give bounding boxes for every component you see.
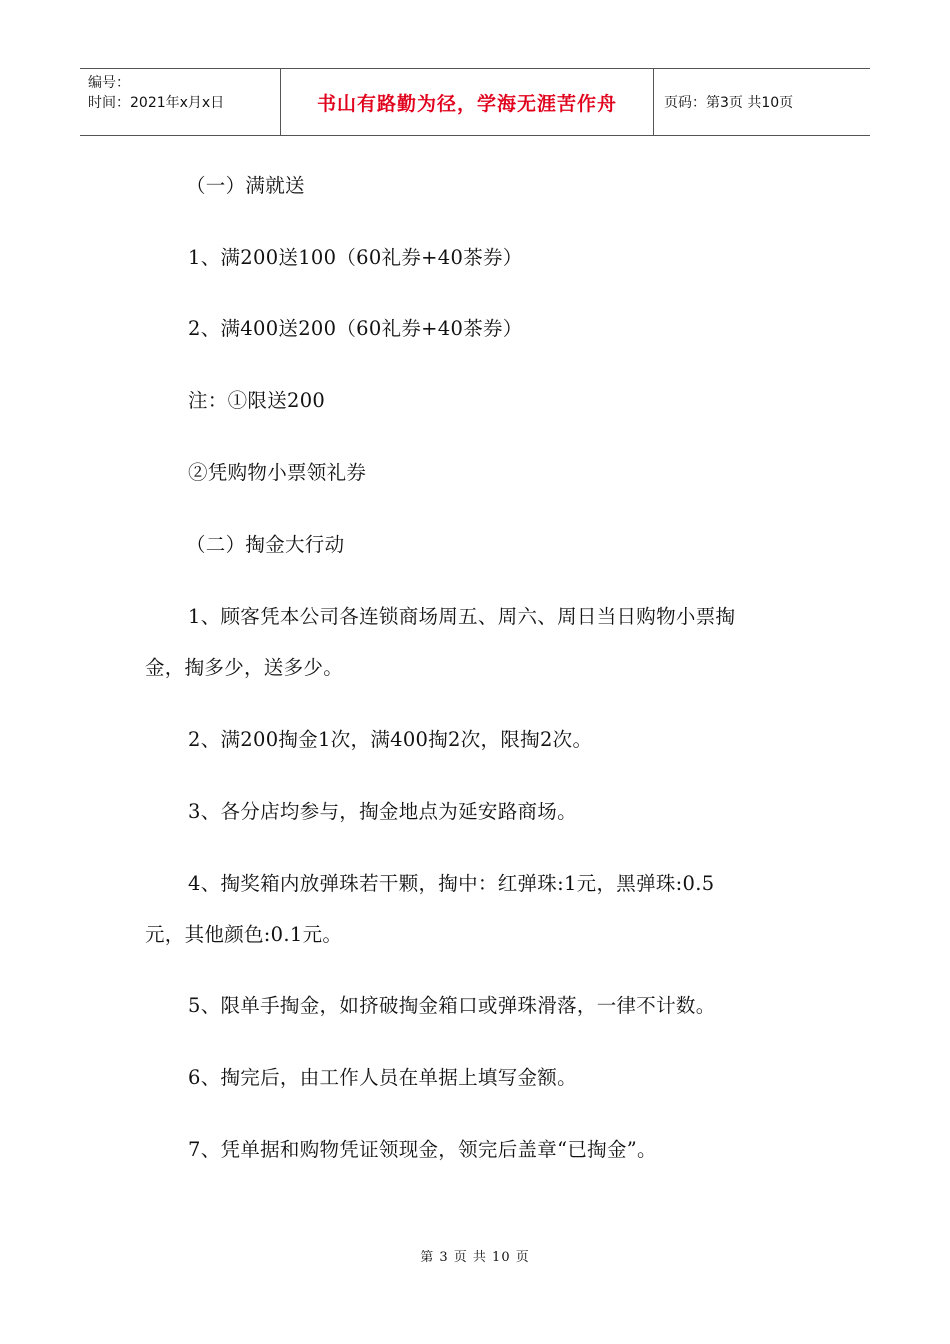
header-motto-cell	[281, 69, 654, 135]
document-time: 时间：2021年x月x日	[88, 95, 225, 111]
paragraph: 2、满200掏金1次，满400掏2次，限掏2次。	[188, 728, 593, 751]
paragraph: 注：①限送200	[188, 389, 326, 412]
paragraph: 6、掏完后，由工作人员在单据上填写金额。	[188, 1066, 577, 1089]
paragraph: 5、限单手掏金，如挤破掏金箱口或弹珠滑落，一律不计数。	[188, 994, 716, 1017]
header-meta	[80, 69, 281, 135]
section-heading: （一）满就送	[186, 174, 305, 197]
page-header	[80, 68, 870, 136]
paragraph-continuation: 元，其他颜色:0.1元。	[145, 923, 343, 946]
paragraph: 3、各分店均参与，掏金地点为延安路商场。	[188, 800, 577, 823]
paragraph: 4、掏奖箱内放弹珠若干颗，掏中：红弹珠:1元，黑弹珠:0.5	[188, 872, 715, 895]
paragraph: 1、顾客凭本公司各连锁商场周五、周六、周日当日购物小票掏	[188, 605, 736, 628]
section-heading: （二）掏金大行动	[186, 533, 345, 556]
paragraph: 7、凭单据和购物凭证领现金，领完后盖章“已掏金”。	[188, 1138, 657, 1161]
page-footer: 第 3 页 共 10 页	[420, 1250, 530, 1265]
header-motto: 书山有路勤为径，学海无涯苦作舟	[316, 92, 617, 115]
document-number: 编号：	[88, 75, 130, 91]
paragraph: 1、满200送100（60礼券+40茶券）	[188, 246, 523, 269]
paragraph-continuation: 金，掏多少，送多少。	[145, 656, 344, 679]
paragraph: ②凭购物小票领礼券	[188, 461, 367, 484]
paragraph: 2、满400送200（60礼券+40茶券）	[188, 317, 523, 340]
header-page-info: 页码：第3页 共10页	[664, 95, 794, 111]
